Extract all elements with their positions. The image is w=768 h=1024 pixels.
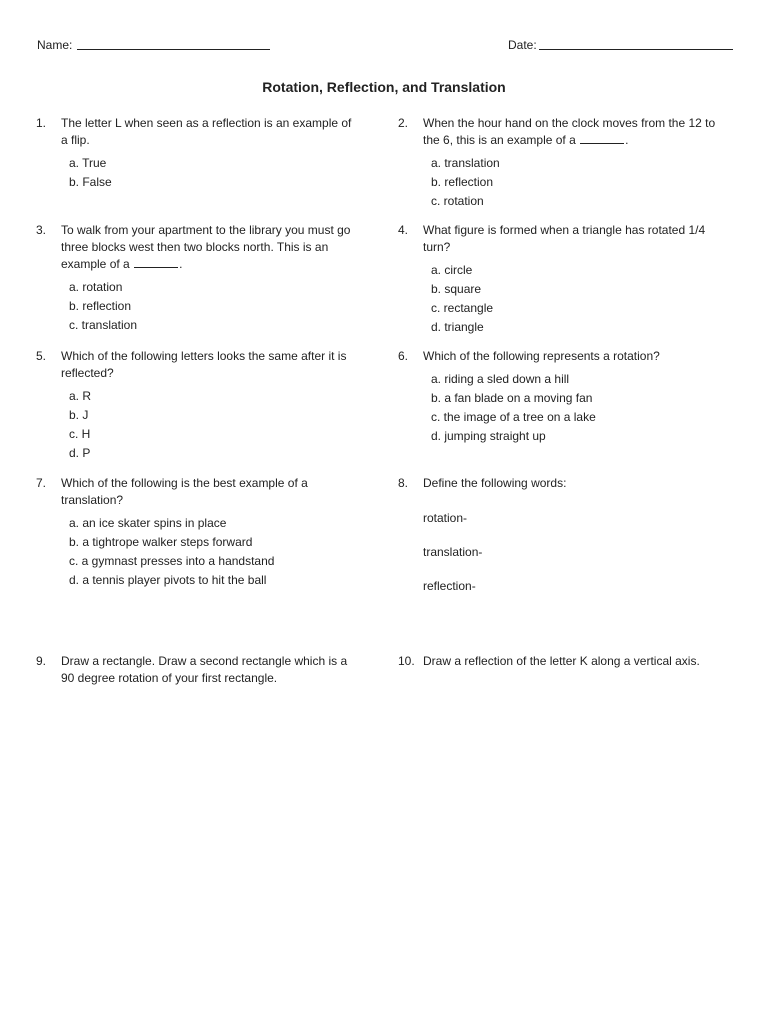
options-list [69,278,366,335]
question-number: 2. [398,116,409,130]
question-8 [398,475,728,612]
option[interactable]: a. translation [431,156,500,170]
name-label: Name: [37,38,73,52]
question-number: 10. [398,654,415,668]
options-list [431,154,728,211]
question-6 [398,348,728,446]
option[interactable]: c. a gymnast presses into a handstand [69,554,275,568]
question-7 [36,475,366,590]
name-field[interactable] [77,49,270,50]
options-list [431,370,728,446]
date-field[interactable] [539,49,733,50]
question-text: To walk from your apartment to the library you must go three blocks west then two blocks north. This is an example of a . [61,223,351,271]
question-number: 6. [398,349,409,363]
definition-word-rotation: rotation- [423,511,468,525]
question-number: 1. [36,116,47,130]
option[interactable]: d. jumping straight up [431,429,546,443]
definition-word-reflection: reflection- [423,579,476,593]
question-1 [36,115,366,192]
option[interactable]: b. False [69,175,112,189]
question-10 [398,653,728,670]
question-number: 4. [398,223,409,237]
question-text: Draw a reflection of the letter K along a vertical axis. [423,654,700,668]
question-text: What figure is formed when a triangle has rotated 1/4 turn? [423,223,706,254]
option[interactable]: a. circle [431,263,473,277]
definition-word-translation: translation- [423,545,483,559]
question-text: Which of the following represents a rotation? [423,349,660,363]
option[interactable]: b. a tightrope walker steps forward [69,535,253,549]
question-number: 5. [36,349,47,363]
answer-blank[interactable] [580,132,624,144]
options-list [69,514,366,590]
question-9 [36,653,366,687]
question-2 [398,115,728,211]
question-5 [36,348,366,463]
option[interactable]: d. a tennis player pivots to hit the ball [69,573,267,587]
question-text: Define the following words: [423,476,567,490]
option[interactable]: a. rotation [69,280,123,294]
question-number: 7. [36,476,47,490]
options-list [69,154,366,192]
option[interactable]: b. J [69,408,89,422]
question-4 [398,222,728,337]
question-number: 8. [398,476,409,490]
option[interactable]: a. riding a sled down a hill [431,372,570,386]
answer-blank[interactable] [134,256,178,268]
question-number: 3. [36,223,47,237]
options-list [69,387,366,463]
option[interactable]: a. True [69,156,107,170]
question-text: Which of the following is the best example of a translation? [61,476,308,507]
option[interactable]: b. reflection [69,299,132,313]
option[interactable]: b. a fan blade on a moving fan [431,391,593,405]
page-title: Rotation, Reflection, and Translation [262,79,506,95]
option[interactable]: c. rotation [431,194,484,208]
option[interactable]: b. reflection [431,175,494,189]
definition-list [398,510,728,612]
option[interactable]: d. P [69,446,91,460]
options-list [431,261,728,337]
question-text: The letter L when seen as a reflection is an example of a flip. [61,116,352,147]
option[interactable]: c. H [69,427,91,441]
option[interactable]: d. triangle [431,320,484,334]
option[interactable]: c. the image of a tree on a lake [431,410,596,424]
question-3 [36,222,366,335]
option[interactable]: a. R [69,389,92,403]
option[interactable]: c. translation [69,318,138,332]
question-text: Draw a rectangle. Draw a second rectangle which is a 90 degree rotation of your first rectangle. [61,654,348,685]
question-text: When the hour hand on the clock moves from the 12 to the 6, this is an example of a . [423,116,716,147]
date-label: Date: [508,38,537,52]
option[interactable]: a. an ice skater spins in place [69,516,227,530]
option[interactable]: b. square [431,282,482,296]
question-text: Which of the following letters looks the same after it is reflected? [61,349,347,380]
question-number: 9. [36,654,47,668]
option[interactable]: c. rectangle [431,301,494,315]
